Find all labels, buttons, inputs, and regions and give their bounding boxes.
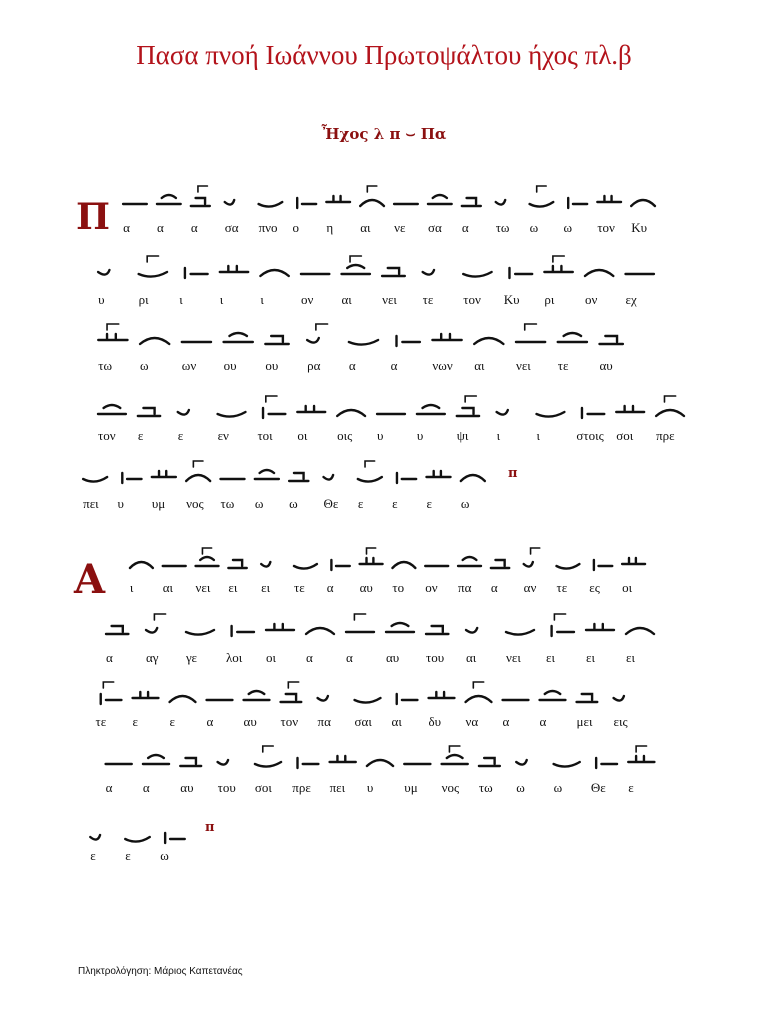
lyric-line — [0, 650, 635, 670]
lyric-syllable: υμ — [151, 496, 166, 511]
neume-double — [98, 324, 127, 340]
lyric-syllable: ε — [392, 496, 398, 511]
lyric-syllable: εις — [613, 714, 628, 729]
lyric-syllable: τε — [557, 358, 569, 373]
neume-curve — [170, 696, 196, 702]
neume-double — [628, 746, 654, 762]
lyric-syllable: ε — [125, 848, 131, 863]
lyric-syllable: ι — [179, 292, 183, 307]
neume-oligon — [157, 195, 181, 204]
neume-oligon — [342, 256, 370, 274]
lyric-syllable: οι — [297, 428, 308, 443]
lyric-syllable: πρε — [656, 428, 675, 443]
neume-kentima — [232, 626, 254, 636]
lyric-syllable: τε — [293, 580, 305, 595]
neume-double — [152, 471, 176, 477]
neume-curve — [461, 475, 485, 481]
neume-curve — [367, 760, 393, 766]
neume-ison — [106, 626, 128, 634]
neume-kentima — [297, 198, 316, 208]
neume-kentima — [552, 614, 574, 636]
lyric-syllable: ει — [228, 580, 238, 595]
lyric-syllable: σαι — [354, 714, 372, 729]
lyric-syllable: α — [142, 780, 150, 795]
lyric-line — [0, 220, 648, 240]
lyric-syllable: τε — [422, 292, 434, 307]
neume-line — [0, 455, 620, 495]
neume-ison — [462, 198, 481, 206]
lyric-syllable: τε — [95, 714, 107, 729]
neume-kentima — [397, 694, 418, 704]
neume-curve — [130, 562, 153, 568]
lyric-syllable: νος — [441, 780, 460, 795]
lyric-syllable: σα — [427, 220, 442, 235]
lyric-syllable: αυ — [243, 714, 257, 729]
echos-label: Ἦχος λ π ⌣ Πα — [321, 125, 447, 143]
neume-curve — [260, 270, 288, 276]
neume-double — [220, 266, 248, 272]
lyric-syllable: η — [326, 220, 334, 235]
neume-hook — [139, 256, 167, 277]
lyric-syllable: στοις — [576, 428, 604, 443]
neume-ison — [457, 396, 479, 416]
lyric-syllable: να — [465, 714, 479, 729]
neume-kentima — [297, 758, 318, 768]
neume-hook — [537, 412, 565, 417]
neume-oligon — [255, 470, 279, 479]
lyric-syllable: ει — [586, 650, 595, 665]
neume-curve — [631, 200, 655, 206]
lyric-line — [0, 848, 610, 868]
lyric-syllable: α — [539, 714, 547, 729]
neume-ison — [479, 758, 500, 766]
lyric-syllable: τον — [463, 292, 481, 307]
neume-apost — [614, 696, 624, 701]
lyric-syllable: Κυ — [503, 292, 520, 307]
lyric-syllable: ε — [169, 714, 176, 729]
neume-curve — [466, 682, 492, 702]
lyric-syllable: νος — [186, 496, 204, 511]
lyric-syllable: ον — [425, 580, 438, 595]
lyric-syllable: ω — [254, 496, 264, 511]
neume-apost — [261, 562, 270, 567]
lyric-syllable: ω — [553, 780, 563, 795]
lyric-syllable: του — [426, 650, 445, 665]
lyric-syllable: το — [392, 580, 405, 595]
neume-curve — [360, 186, 384, 206]
neume-apost — [218, 760, 228, 765]
lyric-syllable: αι — [391, 714, 402, 729]
neume-curve — [337, 410, 365, 416]
lyric-syllable: γε — [186, 650, 197, 665]
lyric-syllable: αυ — [359, 580, 373, 595]
neume-ison — [289, 473, 308, 481]
lyric-syllable: του — [217, 780, 236, 795]
lyric-syllable: νει — [195, 580, 211, 595]
lyric-syllable: πνο — [258, 220, 278, 235]
lyric-syllable: ε — [177, 428, 184, 443]
neume-kentima — [568, 198, 587, 208]
neume-curve — [306, 628, 334, 634]
lyric-syllable: νει — [515, 358, 531, 373]
lyric-syllable: ω — [160, 848, 169, 863]
neume-curve — [626, 628, 654, 634]
lyric-syllable: νε — [394, 220, 406, 235]
lyric-syllable: ω — [460, 496, 470, 511]
neume-oligon — [386, 623, 414, 632]
lyric-syllable: λοι — [226, 650, 243, 665]
neume-oligon — [458, 557, 481, 566]
lyric-syllable: α — [348, 358, 356, 373]
lyric-syllable: υ — [416, 428, 424, 443]
page-title: Πασα πνοή Ιωάννου Πρωτοψάλτου ήχος πλ.β — [136, 40, 632, 70]
neume-double — [266, 624, 294, 630]
neume-kentima — [331, 560, 349, 570]
lyric-line — [0, 292, 637, 312]
neume-apost — [423, 270, 434, 275]
neume-apost — [90, 835, 100, 840]
lyric-syllable: αυ — [599, 358, 613, 373]
neume-curve — [585, 270, 613, 276]
neume-curve — [474, 338, 503, 344]
lyric-syllable: α — [502, 714, 510, 729]
neume-double — [326, 196, 350, 202]
lyric-syllable: ε — [357, 496, 364, 511]
lyric-syllable: α — [123, 220, 130, 235]
lyric-syllable: ι — [496, 428, 501, 443]
lyric-syllable: τω — [220, 496, 235, 511]
neume-hook — [218, 412, 246, 417]
lyric-syllable: ω — [289, 496, 298, 511]
neume-kentima — [582, 408, 604, 418]
lyric-syllable: πα — [458, 580, 472, 595]
lyric-syllable: ι — [536, 428, 540, 443]
neume-apost — [497, 410, 508, 415]
lyric-syllable: α — [490, 580, 498, 595]
lyric-syllable: α — [346, 650, 353, 665]
lyric-syllable: ω — [563, 220, 573, 235]
neume-double — [133, 692, 159, 698]
lyric-syllable: ε — [90, 848, 96, 863]
neume-hook — [355, 698, 381, 703]
lyric-syllable: δυ — [428, 714, 442, 729]
neume-ison — [228, 560, 246, 568]
neume-oligon — [196, 548, 219, 566]
section1-initial: Π — [76, 196, 110, 238]
lyric-syllable: τω — [495, 220, 510, 235]
neume-oligon — [224, 333, 253, 342]
lyric-syllable: αγ — [146, 650, 159, 665]
neume-ison — [191, 186, 210, 206]
lyric-syllable: α — [156, 220, 164, 235]
neume-hook — [83, 477, 107, 482]
lyric-syllable: ες — [589, 580, 600, 595]
neume-oligon — [540, 691, 566, 700]
lyric-syllable: ον — [300, 292, 314, 307]
lyric-syllable: ε — [137, 428, 144, 443]
lyric-syllable: ω — [529, 220, 539, 235]
lyric-syllable: α — [106, 650, 113, 665]
neume-line — [0, 180, 620, 220]
lyric-line — [0, 780, 634, 800]
lyric-syllable: α — [326, 580, 334, 595]
neume-kentima — [101, 682, 122, 704]
neume-curve — [392, 562, 415, 568]
lyric-syllable: ου — [265, 358, 279, 373]
lyric-syllable: υ — [377, 428, 384, 443]
lyric-line — [0, 358, 613, 378]
neume-dash — [516, 324, 545, 342]
lyric-line — [0, 428, 675, 448]
lyric-syllable: υμ — [404, 780, 418, 795]
lyric-syllable: Θε — [590, 780, 606, 795]
lyric-syllable: ι — [260, 292, 264, 307]
lyric-syllable: πρε — [292, 780, 311, 795]
lyric-syllable: αν — [523, 580, 537, 595]
lyric-syllable: ον — [584, 292, 598, 307]
lyric-syllable: ω — [516, 780, 525, 795]
neume-double — [432, 334, 461, 340]
neume-double — [297, 406, 325, 412]
lyric-syllable: σοι — [254, 780, 272, 795]
neume-kentima — [263, 396, 285, 418]
lyric-syllable: τω — [478, 780, 493, 795]
lyric-syllable: ων — [181, 358, 197, 373]
lyric-syllable: πει — [83, 496, 99, 511]
neume-apost — [318, 696, 328, 701]
lyric-syllable: ε — [628, 780, 634, 795]
neume-kentima — [396, 336, 419, 346]
neume-curve — [140, 338, 169, 344]
neume-line — [0, 250, 620, 290]
lyric-syllable: νει — [506, 650, 521, 665]
neume-ison — [382, 268, 405, 276]
lyric-syllable: μει — [576, 714, 593, 729]
neume-double — [597, 196, 621, 202]
neume-ison — [281, 682, 302, 702]
neume-apost — [178, 410, 189, 415]
neume-apost — [98, 270, 109, 275]
lyric-syllable: ι — [129, 580, 134, 595]
neume-ison — [426, 626, 448, 634]
neume-oligon — [98, 405, 126, 414]
neume-kentima — [122, 473, 141, 483]
neume-hook — [125, 837, 150, 842]
lyric-syllable: τω — [98, 358, 113, 373]
lyric-syllable: τον — [280, 714, 299, 729]
neume-hook — [255, 746, 281, 767]
lyric-syllable: αι — [474, 358, 485, 373]
lyric-syllable: ι — [219, 292, 224, 307]
lyric-syllable: πα — [317, 714, 331, 729]
lyric-syllable: α — [390, 358, 398, 373]
lyric-syllable: ε — [426, 496, 432, 511]
neume-hook — [294, 564, 317, 569]
lyric-syllable: Κυ — [631, 220, 648, 235]
lyric-syllable: ω — [140, 358, 149, 373]
martyria-pi-2: π — [205, 820, 215, 835]
lyric-syllable: πει — [329, 780, 346, 795]
lyric-syllable: εν — [217, 428, 229, 443]
lyric-syllable: αι — [341, 292, 352, 307]
neume-double — [360, 548, 383, 564]
neume-curve — [656, 396, 684, 416]
neume-hook — [554, 762, 580, 767]
neume-kentima — [594, 560, 612, 570]
neume-apost — [516, 760, 526, 765]
neume-apost — [496, 200, 505, 205]
lyric-syllable: ε — [132, 714, 139, 729]
neume-double — [622, 558, 645, 564]
lyric-syllable: τε — [556, 580, 568, 595]
lyric-syllable: α — [461, 220, 469, 235]
neume-oligon — [442, 746, 468, 764]
neume-oligon — [558, 333, 587, 342]
lyric-syllable: σοι — [616, 428, 634, 443]
neume-oligon — [417, 405, 445, 414]
neume-kentima — [509, 268, 532, 278]
martyria-pi-1: π — [508, 466, 518, 481]
neume-kentima — [397, 473, 416, 483]
footer-credit: Πληκτρολόγηση: Μάριος Καπετανέας — [78, 966, 243, 977]
neume-apost — [307, 324, 327, 343]
neume-kentima — [185, 268, 208, 278]
neume-ison — [265, 336, 288, 344]
neume-double — [429, 692, 455, 698]
lyric-syllable: τοι — [257, 428, 273, 443]
lyric-syllable: ο — [292, 220, 299, 235]
lyric-syllable: α — [206, 714, 214, 729]
lyric-syllable: σα — [224, 220, 239, 235]
neume-apost — [524, 548, 540, 567]
neume-oligon — [244, 691, 270, 700]
lyric-syllable: ει — [261, 580, 271, 595]
lyric-syllable: οις — [337, 428, 353, 443]
neume-oligon — [143, 755, 169, 764]
lyric-syllable: ει — [626, 650, 635, 665]
lyric-syllable: νων — [432, 358, 453, 373]
neume-double — [586, 624, 614, 630]
lyric-syllable: α — [105, 780, 113, 795]
lyric-syllable: ρα — [307, 358, 321, 373]
lyric-syllable: οι — [266, 650, 276, 665]
section2-initial: Α — [74, 556, 106, 603]
neume-ison — [138, 408, 160, 416]
neume-line — [0, 390, 620, 430]
neume-apost — [323, 475, 333, 480]
neume-ison — [491, 560, 509, 568]
neume-line — [0, 318, 620, 358]
neume-double — [544, 256, 572, 272]
neume-oligon — [428, 195, 452, 204]
neume-ison — [599, 336, 622, 344]
lyric-syllable: ρι — [544, 292, 555, 307]
neume-hook — [556, 564, 579, 569]
neume-hook — [349, 340, 378, 345]
neume-kentima — [596, 758, 617, 768]
lyric-syllable: αι — [466, 650, 477, 665]
lyric-syllable: νει — [382, 292, 397, 307]
lyric-syllable: ου — [223, 358, 237, 373]
lyric-syllable: α — [190, 220, 198, 235]
lyric-syllable: υ — [366, 780, 374, 795]
neume-ison — [577, 694, 598, 702]
lyric-syllable: ψι — [456, 428, 469, 443]
neume-double — [616, 406, 644, 412]
neume-dash — [346, 614, 374, 632]
neume-hook — [506, 630, 534, 635]
lyric-syllable: Θε — [323, 496, 339, 511]
neume-double — [330, 756, 356, 762]
neume-hook — [259, 202, 283, 207]
lyric-line — [0, 714, 628, 734]
lyric-syllable: α — [306, 650, 313, 665]
echos-signature — [0, 125, 768, 143]
neume-apost — [146, 614, 166, 633]
neume-line — [0, 676, 620, 716]
neume-curve — [186, 461, 210, 481]
neume-ison — [180, 758, 201, 766]
lyric-syllable: αυ — [386, 650, 400, 665]
lyric-syllable: εχ — [625, 292, 637, 307]
neume-apost — [225, 200, 234, 205]
lyric-syllable: ρι — [138, 292, 149, 307]
lyric-syllable: υ — [117, 496, 124, 511]
neume-line — [0, 740, 620, 780]
neume-hook — [186, 630, 214, 635]
neume-line — [0, 608, 620, 648]
lyric-syllable: αυ — [180, 780, 194, 795]
lyric-syllable: ει — [546, 650, 555, 665]
lyric-syllable: αι — [360, 220, 371, 235]
lyric-syllable: οι — [622, 580, 633, 595]
lyric-syllable: τον — [97, 428, 116, 443]
neume-double — [426, 471, 450, 477]
neume-kentima — [165, 833, 185, 843]
lyric-syllable: υ — [98, 292, 105, 307]
neume-hook — [530, 186, 554, 207]
neume-apost — [466, 628, 477, 633]
neume-hook — [463, 272, 491, 277]
neume-hook — [358, 461, 382, 482]
lyric-syllable: τον — [597, 220, 615, 235]
lyric-line — [0, 496, 610, 516]
lyric-syllable: αι — [162, 580, 174, 595]
